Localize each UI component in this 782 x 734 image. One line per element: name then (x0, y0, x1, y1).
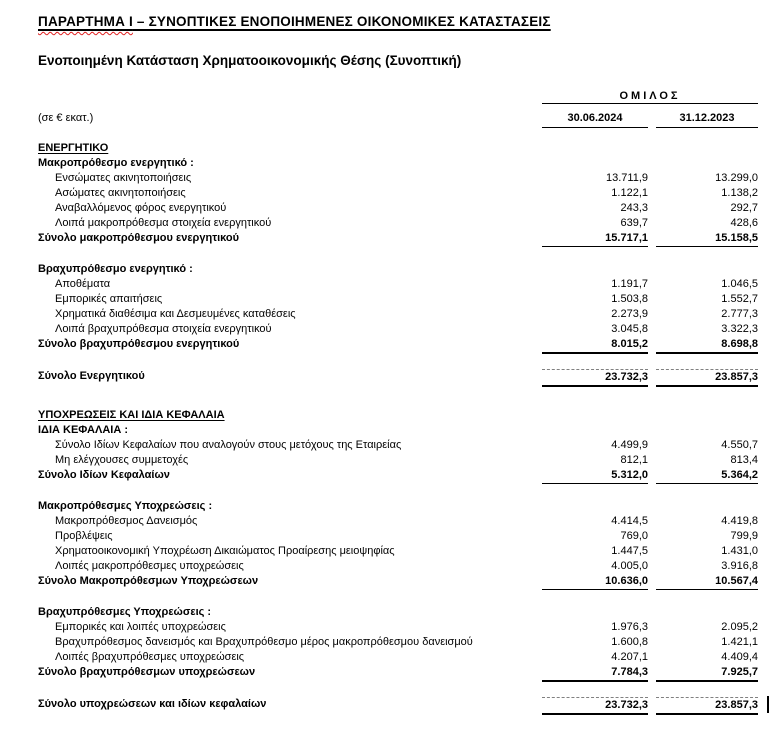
column-gap (648, 216, 656, 231)
value-31-12-2023: 4.409,4 (721, 651, 758, 663)
column-gap (648, 635, 656, 650)
value-31-12-2023 (656, 605, 758, 620)
table-row-spacer-sm (38, 682, 758, 697)
table-row-item (38, 171, 758, 186)
value-30-06-2024: 1.503,8 (611, 293, 648, 305)
column-gap (648, 307, 656, 322)
column-gap (648, 231, 656, 247)
value-30-06-2024 (542, 499, 648, 514)
value-31-12-2023: 3.916,8 (721, 560, 758, 572)
column-gap (648, 514, 656, 529)
column-gap (648, 499, 656, 514)
row-label: Σύνολο βραχυπρόθεσμου ενεργητικού (38, 338, 240, 350)
column-gap (648, 697, 656, 715)
value-31-12-2023: 1.552,7 (721, 293, 758, 305)
column-gap (648, 262, 656, 277)
value-30-06-2024: 13.711,9 (605, 172, 648, 184)
column-gap (648, 650, 656, 665)
table-row-item (38, 307, 758, 322)
table-row-item (38, 186, 758, 201)
column-gap (648, 408, 656, 423)
value-30-06-2024: 4.414,5 (611, 515, 648, 527)
value-31-12-2023: 4.550,7 (721, 439, 758, 451)
row-label: Λοιπά μακροπρόθεσμα στοιχεία ενεργητικού (55, 217, 272, 229)
table-row-subheader (38, 499, 758, 514)
row-label: Ενσώματες ακινητοποιήσεις (55, 172, 192, 184)
column-gap (648, 529, 656, 544)
value-31-12-2023: 3.322,3 (721, 323, 758, 335)
table-row-item (38, 620, 758, 635)
column-gap (648, 186, 656, 201)
value-30-06-2024: 769,0 (620, 530, 648, 542)
row-label: Αναβαλλόμενος φόρος ενεργητικού (55, 202, 227, 214)
table-header (38, 90, 758, 128)
value-30-06-2024 (542, 156, 648, 171)
value-30-06-2024 (542, 141, 648, 156)
table-row-total (38, 468, 758, 484)
column-gap (648, 277, 656, 292)
text-cursor (767, 696, 769, 713)
value-30-06-2024: 1.600,8 (611, 636, 648, 648)
value-31-12-2023: 10.567,4 (656, 574, 758, 590)
row-label: Μη ελέγχουσες συμμετοχές (55, 454, 189, 466)
table-row-grand (38, 369, 758, 387)
column-gap (648, 423, 656, 438)
row-label: Σύνολο υποχρεώσεων και ιδίων κεφαλαίων (38, 698, 267, 710)
column-header-2023: 31.12.2023 (656, 112, 758, 128)
table-row-grand (38, 697, 758, 715)
column-gap (648, 141, 656, 156)
table-row-subheader (38, 605, 758, 620)
row-label: Βραχυπρόθεσμος δανεισμός και Βραχυπρόθεσμο μέρος μακροπρόθεσμου δανεισμού (55, 636, 473, 648)
table-row-item (38, 529, 758, 544)
table-row-item (38, 277, 758, 292)
table-row-section (38, 408, 758, 423)
table-row-subheader (38, 423, 758, 438)
value-31-12-2023: 23.857,3 (656, 697, 758, 715)
value-31-12-2023: 813,4 (730, 454, 758, 466)
value-30-06-2024 (542, 605, 648, 620)
table-row-total (38, 231, 758, 247)
value-31-12-2023 (656, 408, 758, 423)
row-label: Εμπορικές και λοιπές υποχρεώσεις (55, 621, 226, 633)
value-31-12-2023: 799,9 (730, 530, 758, 542)
value-31-12-2023: 292,7 (730, 202, 758, 214)
value-31-12-2023: 4.419,8 (721, 515, 758, 527)
column-gap (648, 574, 656, 590)
page-title-text (38, 14, 551, 29)
row-label: Ασώματες ακινητοποιήσεις (55, 187, 186, 199)
row-label: Χρηματικά διαθέσιμα και Δεσμευμένες καταθέσεις (55, 308, 296, 320)
table-row-section (38, 141, 758, 156)
table-row-item (38, 322, 758, 337)
unit-note: (σε € εκατ.) (38, 112, 94, 124)
row-label: ΙΔΙΑ ΚΕΦΑΛΑΙΑ : (38, 424, 128, 436)
value-30-06-2024: 4.207,1 (611, 651, 648, 663)
value-31-12-2023: 2.777,3 (721, 308, 758, 320)
column-header-2024: 30.06.2024 (542, 112, 648, 128)
row-label: Προβλέψεις (55, 530, 113, 542)
value-31-12-2023: 7.925,7 (656, 665, 758, 682)
value-31-12-2023 (656, 156, 758, 171)
table-row-total-thick (38, 665, 758, 682)
page-title (38, 14, 758, 29)
column-gap (648, 665, 656, 682)
value-30-06-2024: 4.005,0 (611, 560, 648, 572)
value-30-06-2024: 8.015,2 (542, 337, 648, 354)
row-label: Σύνολο Ιδίων Κεφαλαίων (38, 469, 170, 481)
row-label: Εμπορικές απαιτήσεις (55, 293, 163, 305)
table-row-item (38, 544, 758, 559)
value-31-12-2023: 1.421,1 (721, 636, 758, 648)
value-30-06-2024: 7.784,3 (542, 665, 648, 682)
value-30-06-2024: 23.732,3 (542, 369, 648, 387)
row-label: Μακροπρόθεσμος Δανεισμός (55, 515, 198, 527)
column-gap (648, 337, 656, 354)
value-30-06-2024 (542, 262, 648, 277)
table-row-subheader (38, 156, 758, 171)
table-row-item (38, 635, 758, 650)
value-31-12-2023: 5.364,2 (656, 468, 758, 484)
spellcheck-underlined-text: ΠΑΡΑΡΤΗΜΑ Ι (38, 14, 133, 29)
value-31-12-2023 (656, 499, 758, 514)
value-31-12-2023: 23.857,3 (656, 369, 758, 387)
table-row-item (38, 201, 758, 216)
value-31-12-2023 (656, 423, 758, 438)
value-31-12-2023: 1.431,0 (721, 545, 758, 557)
row-label: Σύνολο βραχυπρόθεσμων υποχρεώσεων (38, 666, 256, 678)
row-label: Σύνολο Ιδίων Κεφαλαίων που αναλογούν στους μετόχους της Εταιρείας (55, 439, 402, 451)
value-31-12-2023 (656, 262, 758, 277)
row-label: Μακροπρόθεσμες Υποχρεώσεις : (38, 500, 213, 512)
column-gap (648, 438, 656, 453)
value-30-06-2024 (542, 408, 648, 423)
table-row-spacer-lg (38, 387, 758, 408)
value-30-06-2024: 243,3 (620, 202, 648, 214)
column-gap (648, 369, 656, 387)
column-gap (648, 605, 656, 620)
value-30-06-2024: 639,7 (620, 217, 648, 229)
value-31-12-2023: 1.138,2 (721, 187, 758, 199)
column-gap (648, 112, 656, 128)
page-title-rest: – ΣΥΝΟΠΤΙΚΕΣ ΕΝΟΠΟΙΗΜΕΝΕΣ ΟΙΚΟΝΟΜΙΚΕΣ ΚΑΤΑΣΤΑΣΕΙΣ (132, 14, 551, 29)
row-label: Λοιπές βραχυπρόθεσμες υποχρεώσεις (55, 651, 245, 663)
value-30-06-2024: 812,1 (620, 454, 648, 466)
table-row-total (38, 574, 758, 590)
column-gap (648, 171, 656, 186)
value-30-06-2024: 2.273,9 (611, 308, 648, 320)
value-30-06-2024: 1.976,3 (611, 621, 648, 633)
statement-subtitle: Ενοποιημένη Κατάσταση Χρηματοοικονομικής Θέσης (Συνοπτική) (38, 53, 462, 68)
column-gap (648, 453, 656, 468)
table-row-item (38, 514, 758, 529)
row-label: ΥΠΟΧΡΕΩΣΕΙΣ ΚΑΙ ΙΔΙΑ ΚΕΦΑΛΑΙΑ (38, 409, 225, 421)
table-row-spacer (38, 590, 758, 605)
value-31-12-2023: 428,6 (730, 217, 758, 229)
column-group (542, 90, 758, 128)
column-gap (648, 292, 656, 307)
value-30-06-2024: 1.122,1 (611, 187, 648, 199)
row-label: Λοιπές μακροπρόθεσμες υποχρεώσεις (55, 560, 244, 572)
table-row-item (38, 650, 758, 665)
column-gap (648, 620, 656, 635)
table-body (38, 141, 758, 715)
column-gap (648, 201, 656, 216)
table-row-item (38, 559, 758, 574)
row-label: Αποθέματα (55, 278, 111, 290)
row-label: Σύνολο Ενεργητικού (38, 370, 145, 382)
value-30-06-2024: 1.447,5 (611, 545, 648, 557)
column-gap (648, 468, 656, 484)
row-label: Μακροπρόθεσμο ενεργητικό : (38, 157, 194, 169)
column-gap (648, 544, 656, 559)
value-31-12-2023: 2.095,2 (721, 621, 758, 633)
row-label: ΕΝΕΡΓΗΤΙΚΟ (38, 142, 109, 154)
date-columns (542, 112, 758, 128)
column-gap (648, 322, 656, 337)
value-30-06-2024: 5.312,0 (542, 468, 648, 484)
row-label: Χρηματοοικονομική Υποχρέωση Δικαιώματος Προαίρεσης μειοψηφίας (55, 545, 395, 557)
table-row-item (38, 438, 758, 453)
value-30-06-2024: 1.191,7 (611, 278, 648, 290)
value-31-12-2023: 8.698,8 (656, 337, 758, 354)
value-30-06-2024: 15.717,1 (542, 231, 648, 247)
value-30-06-2024: 23.732,3 (542, 697, 648, 715)
table-row-spacer (38, 247, 758, 262)
value-31-12-2023: 1.046,5 (721, 278, 758, 290)
table-row-subheader (38, 262, 758, 277)
value-30-06-2024: 4.499,9 (611, 439, 648, 451)
row-label: Σύνολο Μακροπρόθεσμων Υποχρεώσεων (38, 575, 259, 587)
table-row-item (38, 453, 758, 468)
group-header: ΟΜΙΛΟΣ (542, 90, 758, 104)
row-label: Βραχυπρόθεσμο ενεργητικό : (38, 263, 193, 275)
value-31-12-2023: 13.299,0 (715, 172, 758, 184)
value-30-06-2024 (542, 423, 648, 438)
value-31-12-2023: 15.158,5 (656, 231, 758, 247)
row-label: Λοιπά βραχυπρόθεσμα στοιχεία ενεργητικού (55, 323, 272, 335)
column-gap (648, 559, 656, 574)
column-gap (648, 156, 656, 171)
table-row-spacer (38, 484, 758, 499)
value-30-06-2024: 10.636,0 (542, 574, 648, 590)
table-row-item (38, 216, 758, 231)
table-row-total-thick (38, 337, 758, 354)
row-label: Βραχυπρόθεσμες Υποχρεώσεις : (38, 606, 212, 618)
table-row-item (38, 292, 758, 307)
row-label: Σύνολο μακροπρόθεσμου ενεργητικού (38, 232, 240, 244)
value-30-06-2024: 3.045,8 (611, 323, 648, 335)
table-row-spacer-sm (38, 354, 758, 369)
value-31-12-2023 (656, 141, 758, 156)
